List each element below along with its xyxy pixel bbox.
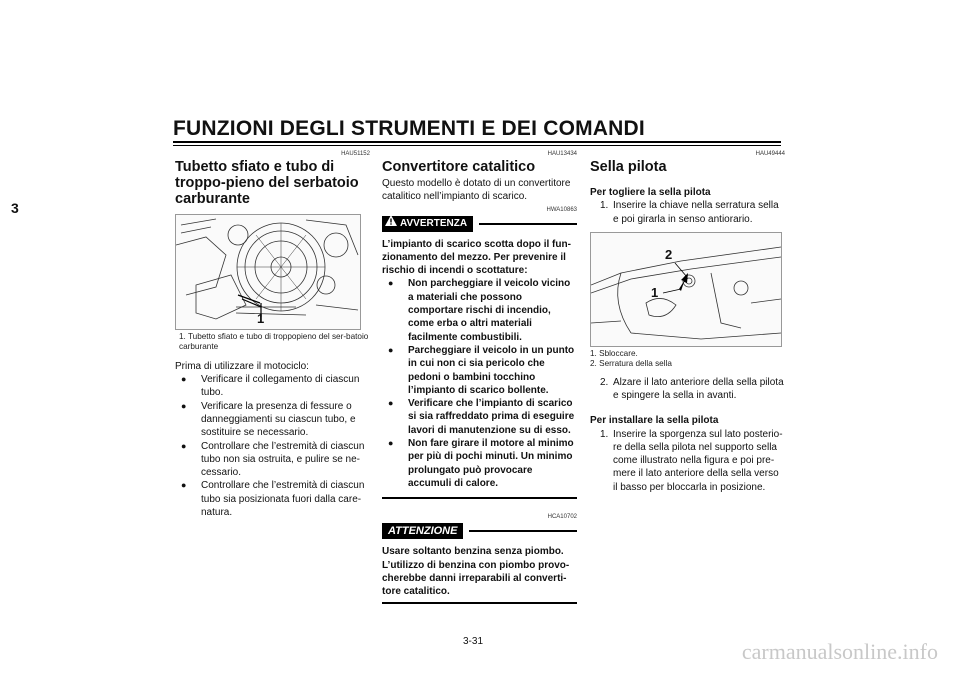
caution-header (382, 523, 577, 539)
step-number: 1. (600, 428, 609, 440)
list-item: ● Verificare la presenza di fessure o danneggiamenti su ciascun tubo, e sostituire se necessario. (177, 400, 370, 440)
warning-label (382, 216, 473, 232)
caution-text: Usare soltanto benzina senza piombo. L’utilizzo di benzina con piombo provo-cherebbe danni irreparabili al converti-tore catalitico. (382, 546, 570, 598)
page-number: 3-31 (463, 636, 484, 647)
section-code: HAU51152 (341, 151, 370, 157)
list-item: ● Verificare che l’impianto di scarico si sia raffreddato prima di eseguire lavori di manutenzione su di esso. (384, 397, 577, 437)
right-column (590, 150, 785, 494)
left-column (175, 150, 370, 519)
fuel-tank-hose-figure (175, 214, 361, 330)
list-item: ● Non parcheggiare il veicolo vicino a materiali che possono comportare rischi di incendio, come erba o altri materiali facilmente combustibili. (384, 277, 577, 343)
section-code: HAU49444 (755, 151, 785, 157)
check-list (175, 373, 370, 519)
list-item: ● Parcheggiare il veicolo in un punto in cui non ci sia pericolo che pedoni o bambini tocchino l’impianto di scarico bollente. (384, 344, 577, 397)
remove-steps-continued (590, 376, 785, 403)
seat-lock-figure (590, 232, 782, 347)
step-number: 1. (600, 200, 609, 212)
section-title: Convertitore catalitico (382, 159, 536, 175)
middle-column (382, 150, 577, 604)
section-code: HAU13434 (547, 151, 577, 157)
callout-2: 2 (665, 246, 673, 262)
list-item: ● Verificare il collegamento di ciascun tubo. (177, 373, 370, 400)
step-item (590, 428, 785, 494)
warning-rule (479, 223, 577, 225)
engine-illustration (176, 215, 360, 329)
warning-triangle-icon (385, 215, 397, 232)
install-steps (590, 428, 785, 494)
warning-header (382, 216, 577, 232)
step-item (590, 199, 785, 226)
step-item (590, 376, 785, 403)
warning-label-text: AVVERTENZA (400, 217, 468, 229)
header-rule (173, 141, 781, 143)
step-text: Alzare il lato anteriore della sella pilota e spingere la sella in avanti. (613, 376, 784, 401)
section-title: Sella pilota (590, 159, 667, 175)
callout-1: 1 (651, 284, 659, 300)
caution-label: ATTENZIONE (382, 523, 463, 539)
caution-rule (469, 530, 577, 532)
list-item: ● Controllare che l’estremità di ciascun tubo sia posizionata fuori dalla care-natura. (177, 479, 370, 519)
chapter-tab: 3 (11, 200, 19, 216)
warning-code: HWA10863 (546, 206, 577, 213)
list-item: ● Controllare che l’estremità di ciascun tubo non sia ostruita, e pulire se ne-cessario. (177, 440, 370, 480)
figure-caption: 1. Tubetto sfiato e tubo di troppopieno del ser-batoio carburante (179, 332, 369, 352)
list-item: ● Non fare girare il motore al minimo per più di pochi minuti. Un minimo prolungato può provocare accumuli di calore. (384, 437, 577, 490)
warning-end-rule (382, 497, 577, 499)
figure-caption-2: 2. Serratura della sella (590, 359, 672, 369)
page-header-title: FUNZIONI DEGLI STRUMENTI E DEI COMANDI (173, 117, 645, 140)
intro-text: Questo modello è dotato di un convertitore catalitico nell’impianto di scarico. (382, 178, 571, 203)
step-text: Inserire la chiave nella serratura sella e poi girarla in senso antiorario. (613, 200, 779, 225)
callout-1: 1 (257, 311, 265, 326)
remove-steps (590, 199, 785, 226)
caution-end-rule (382, 602, 577, 604)
remove-heading: Per togliere la sella pilota (590, 187, 711, 198)
seat-illustration (591, 233, 781, 346)
figure-caption-1: 1. Sbloccare. (590, 348, 638, 358)
warning-intro: L’impianto di scarico scotta dopo il fun-zionamento del mezzo. Per prevenire il rischio di incendi o scottature: (382, 238, 571, 277)
step-number: 2. (600, 376, 609, 388)
intro-text: Prima di utilizzare il motociclo: (175, 360, 309, 372)
watermark[interactable]: carmanualsonline.info (741, 639, 938, 664)
caution-code: HCA10702 (547, 514, 577, 521)
step-text: Inserire la sporgenza sul lato posterio-re della sella pilota nel supporto sella come illustrato nella figura e poi pre-mere il lato anteriore della sella verso il basso per bloccarla in posizione. (613, 428, 783, 493)
warning-list (382, 277, 577, 490)
install-heading: Per installare la sella pilota (590, 415, 719, 427)
header-rule-thin (173, 145, 781, 146)
section-title: Tubetto sfiato e tubo di troppo-pieno del serbatoio carburante (175, 159, 359, 207)
